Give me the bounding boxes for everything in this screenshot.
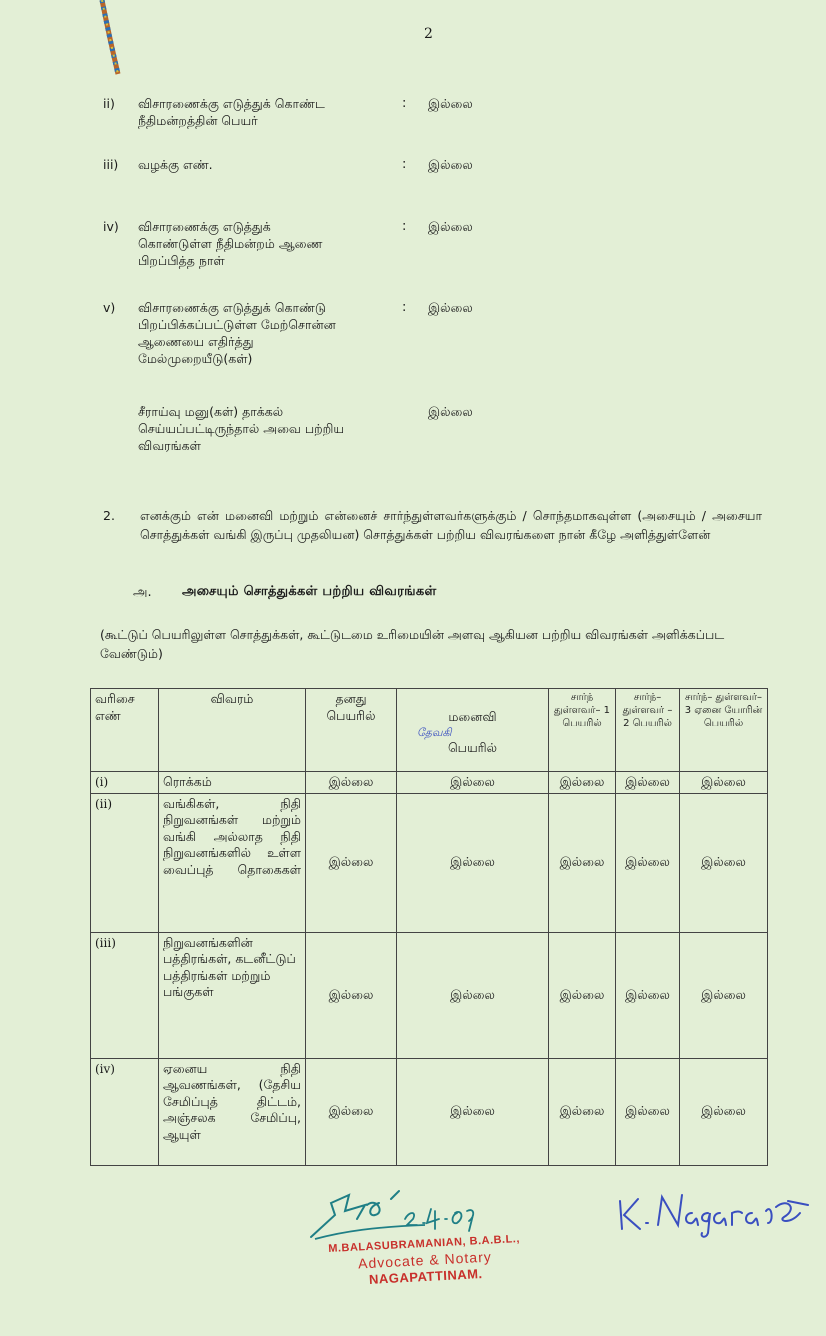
item-label-line: நீதிமன்றத்தின் பெயர் [138,113,258,128]
item-value: இல்லை [428,404,473,419]
section-title: அசையும் சொத்துக்கள் பற்றிய விவரங்கள் [182,584,437,599]
item-colon: : [402,300,407,315]
item-label-line: விசாரணைக்கு எடுத்துக் கொண்ட [138,96,325,111]
header-details: விவரம் [159,689,306,772]
item-value: இல்லை [428,219,473,234]
stamp-title: Advocate & Notary [357,1248,493,1272]
row-number: (ii) [91,793,159,932]
section-letter: அ. [133,585,152,600]
cell-dependent-2: இல்லை [616,1058,680,1165]
paragraph-text: எனக்கும் என் மனைவி மற்றும் என்னைச் சார்ந்துள்ளவர்களுக்கும் / சொந்தமாகவுள்ள (அசையும் / அசையா சொத்துக்கள் வங்கி இருப்பு முதலியன) சொத்துக்கள் பற்றிய விவரங்களை நான் கீழே அளித்துள்ளேன் [140,508,762,542]
item-label [138,403,396,454]
item-label-line: விவரங்கள் [138,438,201,453]
row-details: ரொக்கம் [159,772,306,794]
item-label-line: மேல்முறையீடு(கள்) [138,351,253,366]
item-label-line: கொண்டுள்ள நீதிமன்றம் ஆணை [138,236,323,251]
cell-wife: இல்லை [397,932,549,1058]
declarant-signature [612,1183,817,1245]
cell-dependent-2: இல்லை [616,932,680,1058]
item-colon: : [402,157,407,172]
item-number: iii) [103,157,119,172]
item-label [138,156,396,173]
header-wife [397,689,549,772]
table-header-row [91,689,768,772]
cell-self: இல்லை [306,1058,397,1165]
section-note: (கூட்டுப் பெயரிலுள்ள சொத்துக்கள், கூட்டுடமை உரிமையின் அளவு ஆகியன பற்றிய விவரங்கள் அளிக்கப்பட வேண்டும்) [100,627,725,661]
cell-dependent-3: இல்லை [680,793,768,932]
row-details: ஏனைய நிதி ஆவணங்கள், (தேசிய சேமிப்புத் திட்டம், அஞ்சலக சேமிப்பு, ஆயுள் [159,1058,306,1165]
cell-dependent-1: இல்லை [549,932,616,1058]
cell-self: இல்லை [306,772,397,794]
item-label-line: சீராய்வு மனு(கள்) தாக்கல் [138,404,284,419]
assets-table [90,688,768,1166]
cell-self: இல்லை [306,932,397,1058]
header-wife-suffix: பெயரில் [447,739,498,755]
item-number: v) [103,300,116,315]
item-value: இல்லை [428,96,473,111]
cell-dependent-2: இல்லை [616,772,680,794]
item-label-line: பிறப்பிக்கப்பட்டுள்ள மேற்சொன்ன [138,317,336,332]
table-row [91,1058,768,1165]
item-value: இல்லை [428,300,473,315]
row-number: (iii) [91,932,159,1058]
item-label-line: பிறப்பித்த நாள் [138,253,225,268]
item-label-line: ஆணையை எதிர்த்து [138,334,254,349]
cell-dependent-1: இல்லை [549,793,616,932]
table-row [91,932,768,1058]
stamp-place: NAGAPATTINAM. [368,1266,483,1287]
cell-dependent-1: இல்லை [549,1058,616,1165]
item-label [138,218,396,269]
cell-self: இல்லை [306,793,397,932]
page-number: 2 [424,26,433,42]
cell-dependent-3: இல்லை [680,932,768,1058]
row-details: நிறுவனங்களின் பத்திரங்கள், கடனீட்டுப் பத்திரங்கள் மற்றும் பங்குகள் [159,932,306,1058]
row-number: (iv) [91,1058,159,1165]
cell-wife: இல்லை [397,772,549,794]
handwritten-wife-name: தேவகி [417,725,452,739]
stamp-name: M.BALASUBRAMANIAN, B.A.B.L., [328,1233,521,1256]
header-dependent-2: சார்ந்– துள்ளவர் –2 பெயரில் [616,689,680,772]
item-label [138,299,396,367]
row-details: வங்கிகள், நிதி நிறுவனங்கள் மற்றும் வங்கி அல்லாத நிதி நிறுவனங்களில் உள்ள வைப்புத் தொகைகள் [159,793,306,932]
cell-dependent-3: இல்லை [680,1058,768,1165]
item-label [138,95,396,129]
table-row [91,772,768,794]
item-number: ii) [103,96,115,111]
table-row [91,793,768,932]
paragraph-number: 2. [103,508,115,523]
item-label-line: விசாரணைக்கு எடுத்துக் கொண்டு [138,300,327,315]
item-label-line: வழக்கு எண். [138,157,213,172]
item-label-line: செய்யப்பட்டிருந்தால் அவை பற்றிய [138,421,345,436]
item-colon: : [402,96,407,111]
header-dependent-1: சார்ந் துள்ளவர்– 1 பெயரில் [549,689,616,772]
header-dependent-3: சார்ந்– துள்ளவர்–3 ஏனை யோரின் பெயரில் [680,689,768,772]
header-wife-label: மனைவி [448,709,497,724]
header-serial: வரிசை எண் [91,689,159,772]
thread-binding [96,0,122,76]
cell-dependent-3: இல்லை [680,772,768,794]
cell-dependent-2: இல்லை [616,793,680,932]
item-number: iv) [103,219,119,234]
item-label-line: விசாரணைக்கு எடுத்துக் [138,219,271,234]
header-self: தனது பெயரில் [306,689,397,772]
item-colon: : [402,219,407,234]
row-number: (i) [91,772,159,794]
item-value: இல்லை [428,157,473,172]
cell-dependent-1: இல்லை [549,772,616,794]
cell-wife: இல்லை [397,1058,549,1165]
cell-wife: இல்லை [397,793,549,932]
